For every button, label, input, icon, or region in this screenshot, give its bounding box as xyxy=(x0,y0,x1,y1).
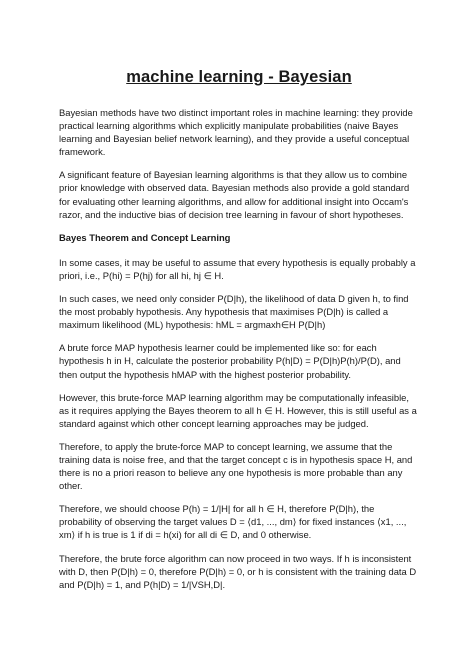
paragraph-brute-force-map: A brute force MAP hypothesis learner could be implemented like so: for each hypothesis h in H, calculate the posterior probability P(h|D) = P(D|h)P(h)/P(D), and then output the hypothesis hMAP with the highest posterior probability. xyxy=(59,342,401,380)
paragraph-concept-learning: Therefore, to apply the brute-force MAP to concept learning, we assume that the training data is noise free, and that the target concept c is in hypothesis space H, and there is no a priori reason to believe any one hypothesis is more probable than any other. xyxy=(59,440,413,492)
page-title: machine learning - Bayesian xyxy=(126,68,352,86)
paragraph-two-ways: Therefore, the brute force algorithm can now proceed in two ways. If h is inconsistent with D, then P(D|h) = 0, therefore P(D|h) = 0, or h is consistent with the training data D and P(D|h) = 1, and P(h|D) = 1/|VSH,D|. xyxy=(59,552,417,590)
paragraph-uniform-prior: Therefore, we should choose P(h) = 1/|H| for all h ∈ H, therefore P(D|h), the probability of observing the target values D = ⟨d1, ..., dm⟩ for fixed instances ⟨x1, ..., xm⟩ if h is true is 1 if di = h(xi) for all di ∈ D, and 0 otherwise. xyxy=(59,503,407,541)
section-heading: Bayes Theorem and Concept Learning xyxy=(59,231,231,243)
paragraph-infeasible: However, this brute-force MAP learning algorithm may be computationally infeasible, as it requires applying the Bayes theorem to all h ∈ H. However, this is still useful as a standard against which other concept learning approaches may be judged. xyxy=(59,391,417,429)
paragraph-maximum-likelihood: In such cases, we need only consider P(D|h), the likelihood of data D given h, to find the most probably hypothesis. Any hypothesis that maximises P(D|h) is called a maximum likelihood (ML) hypothesis: hML = argmaxh∈H P(D|h) xyxy=(59,293,409,331)
feature-paragraph: A significant feature of Bayesian learning algorithms is that they allow us to combine prior knowledge with observed data. Bayesian methods also provide a gold standard for evaluating other learning algorithms, and allow for additional insight into Occam's razor, and the inductive bias of decision tree learning in favour of short hypotheses. xyxy=(59,169,410,220)
intro-paragraph: Bayesian methods have two distinct important roles in machine learning: they provide practical learning algorithms which explicitly manipulate probabilities (naive Bayes learning and Bayesian belief network learning), and they provide a useful conceptual framework. xyxy=(59,107,413,158)
paragraph-equal-priors: In some cases, it may be useful to assume that every hypothesis is equally probably a priori, i.e., P(hi) = P(hj) for all hi, hj ∈ H. xyxy=(59,256,416,281)
document-body xyxy=(59,68,419,601)
